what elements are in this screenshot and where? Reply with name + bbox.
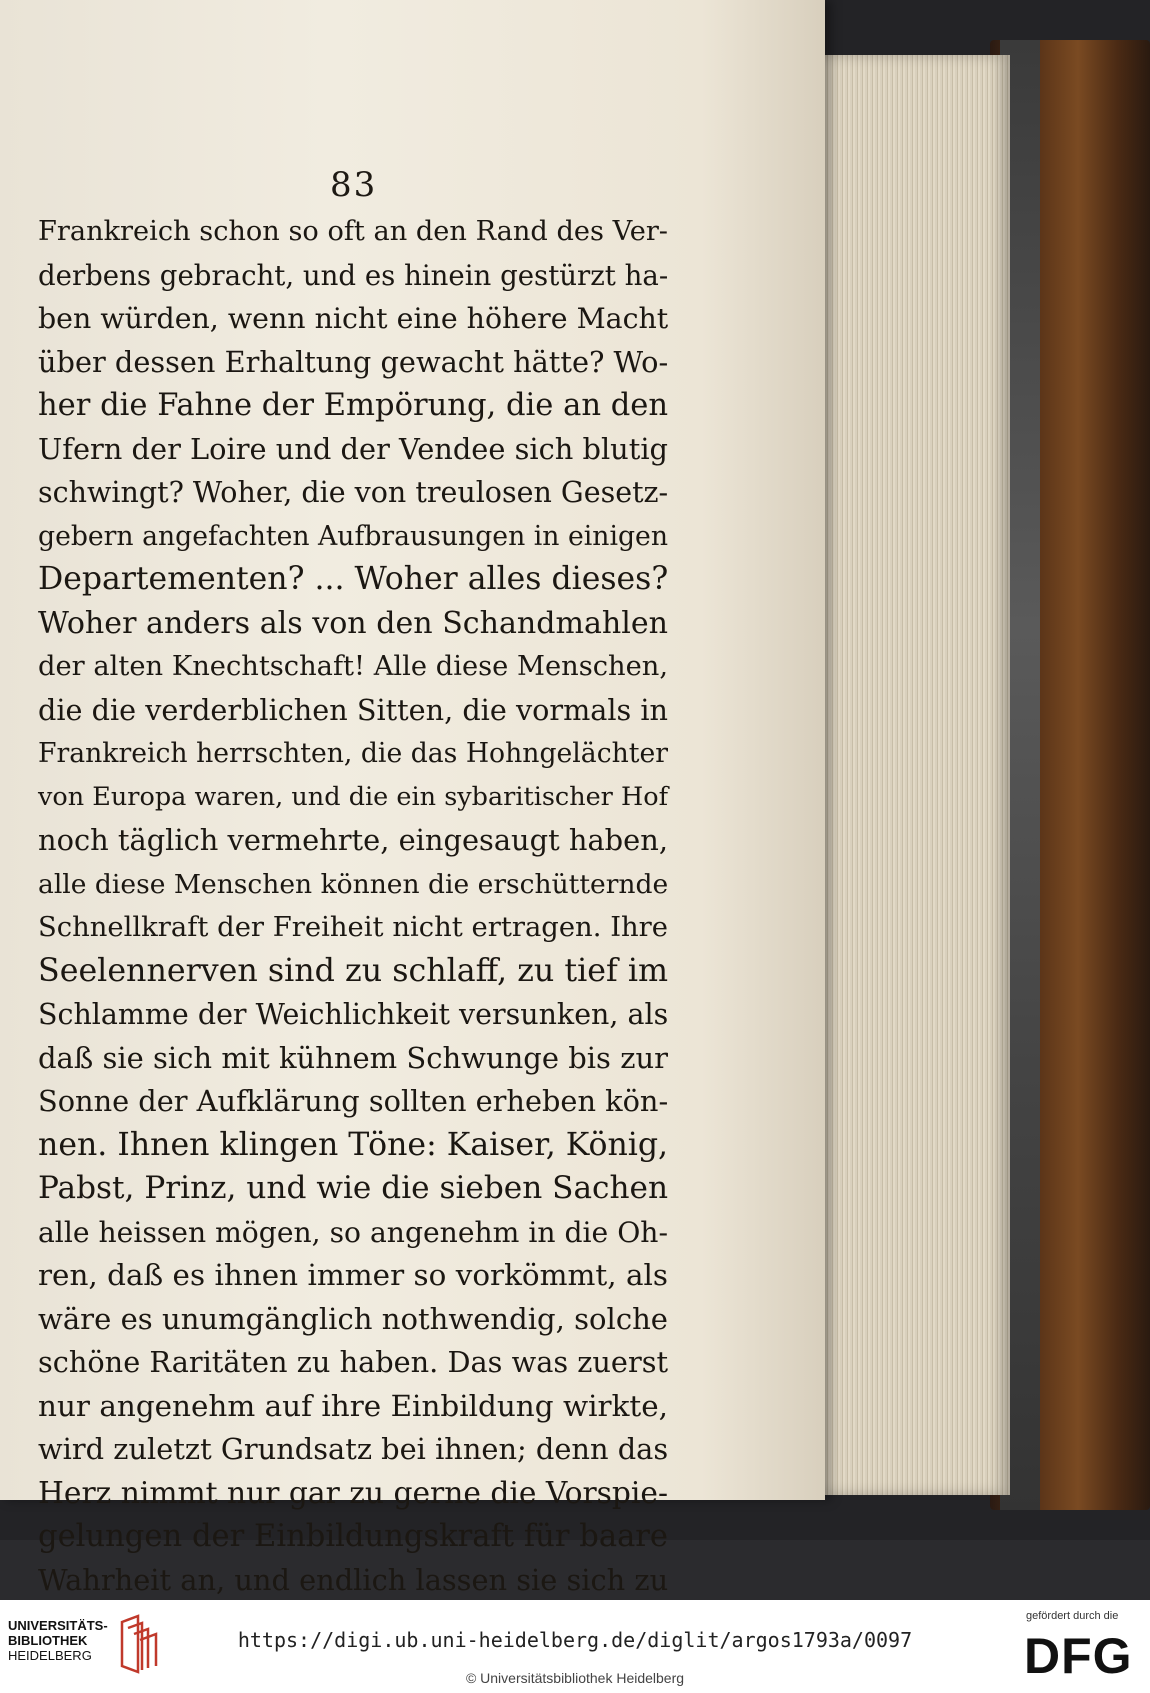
text-line: gebern angefachten Aufbrausungen in einigen [38,520,668,552]
text-line: ren, daß es ihnen immer so vorkömmt, als [38,1258,668,1292]
text-line: derbens gebracht, und es hinein gestürzt ha- [38,258,669,292]
text-line: Herz nimmt nur gar zu gerne die Vorspie- [38,1475,668,1511]
text-line: Schnellkraft der Freiheit nicht ertragen. Ihre [38,912,668,943]
text-line: Sonne der Aufklärung sollten erheben kön- [38,1084,669,1118]
funding-caption: gefördert durch die [1026,1610,1119,1622]
dfg-logo[interactable]: DFG [1024,1628,1133,1684]
text-line: Ufern der Loire und der Vendee sich blutig [38,431,668,466]
text-line: Pabst, Prinz, und wie die sieben Sachen [38,1170,668,1206]
text-line: über dessen Erhaltung gewacht hätte? Wo- [38,344,669,379]
text-line: daß sie sich mit kühnem Schwunge bis zur [38,1040,668,1075]
text-line: alle heissen mögen, so angenehm in die Oh- [38,1215,668,1249]
text-line: wäre es unumgänglich nothwendig, solche [38,1301,668,1336]
page-number: 83 [330,165,378,205]
page-text [38,210,668,1600]
text-line: Woher anders als von den Schandmahlen [38,605,668,641]
text-line: Wahrheit an, und endlich lassen sie sich zu [38,1562,669,1597]
text-line: von Europa waren, und die ein sybaritischer Hof [38,781,668,812]
library-name-line1: UNIVERSITÄTS- [8,1618,108,1633]
text-line: noch täglich vermehrte, eingesaugt haben, [38,823,668,857]
text-line: wird zuletzt Grundsatz bei ihnen; denn das [38,1432,669,1466]
text-line: der alten Knechtschaft! Alle diese Menschen, [38,651,668,682]
text-line: Frankreich herrschten, die das Hohngelächter [38,738,669,769]
library-name-line3: HEIDELBERG [8,1648,92,1663]
copyright-notice: © Universitätsbibliothek Heidelberg [465,1670,685,1686]
text-line: alle diese Menschen können die erschütternde [38,868,669,900]
text-line: schwingt? Woher, die von treulosen Gesetz- [38,476,669,509]
text-line: gelungen der Einbildungskraft für baare [38,1519,668,1554]
library-name-line2: BIBLIOTHEK [8,1633,88,1648]
text-line: Departementen? ... Woher alles dieses? [38,561,669,597]
text-line: Frankreich schon so oft an den Rand des Ver- [38,216,668,247]
permalink-url[interactable]: https://digi.ub.uni-heidelberg.de/diglit/argos1793a/0097 [237,1628,913,1652]
text-line: die die verderblichen Sitten, die vormals in [38,692,668,727]
text-line: ben würden, wenn nicht eine höhere Macht [38,302,669,335]
text-line: nen. Ihnen klingen Töne: Kaiser, König, [38,1126,669,1163]
text-line: nur angenehm auf ihre Einbildung wirkte, [38,1388,668,1423]
page-edges [815,55,1010,1495]
text-line: her die Fahne der Empörung, die an den [38,388,669,423]
text-line: schöne Raritäten zu haben. Das was zuerst [38,1345,668,1379]
text-line: Seelennerven sind zu schlaff, zu tief im [38,952,668,989]
text-line: Schlamme der Weichlichkeit versunken, als [38,998,669,1031]
footer-bar [0,1600,1150,1693]
